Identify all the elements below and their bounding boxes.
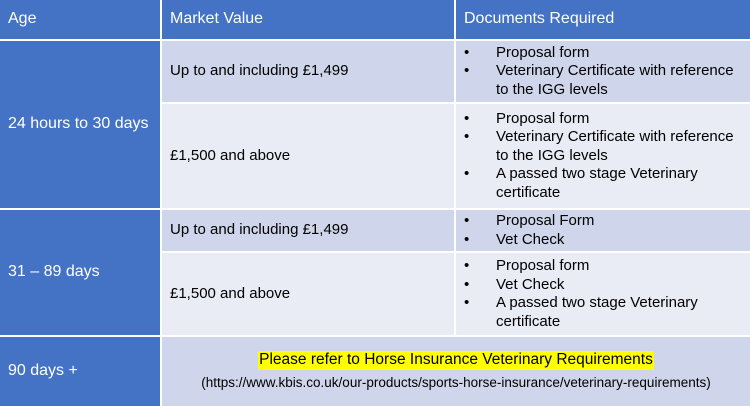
market-value-cell xyxy=(162,210,454,251)
age-label: 31 – 89 days xyxy=(8,263,100,281)
notice-cell xyxy=(162,337,750,406)
documents-cell xyxy=(456,104,750,208)
document-text: Proposal form xyxy=(496,43,590,61)
document-item xyxy=(456,128,750,165)
documents-cell xyxy=(456,41,750,102)
age-cell-group-1 xyxy=(0,41,160,208)
document-item xyxy=(456,257,750,276)
bullet-icon: • xyxy=(464,212,470,229)
document-item xyxy=(456,44,750,63)
header-market-value-label: Market Value xyxy=(170,10,264,28)
bullet-icon: • xyxy=(464,294,470,311)
document-text: A passed two stage Veterinary certificate xyxy=(496,165,698,201)
bullet-icon: • xyxy=(464,275,470,293)
bullet-icon: • xyxy=(464,128,470,146)
document-text: A passed two stage Veterinary certificate xyxy=(496,294,698,330)
documents-cell xyxy=(456,210,750,251)
document-item xyxy=(456,165,750,202)
bullet-icon: • xyxy=(464,109,470,127)
bullet-icon: • xyxy=(464,165,470,183)
header-documents-label: Documents Required xyxy=(464,10,615,28)
market-value-cell xyxy=(162,104,454,208)
document-text: Proposal Form xyxy=(496,212,595,229)
age-label: 90 days + xyxy=(8,362,78,380)
header-documents-required xyxy=(456,0,750,39)
document-item xyxy=(456,62,750,99)
market-value-cell xyxy=(162,41,454,102)
header-age-label: Age xyxy=(8,10,37,28)
documents-list xyxy=(456,212,750,249)
document-item xyxy=(456,231,750,250)
document-text: Proposal form xyxy=(496,109,590,127)
document-item xyxy=(456,212,750,231)
documents-list xyxy=(456,44,750,100)
document-text: Proposal form xyxy=(496,257,590,274)
document-item xyxy=(456,110,750,129)
header-market-value xyxy=(162,0,454,39)
age-cell-90-days xyxy=(0,337,160,406)
documents-list xyxy=(456,257,750,331)
market-value-text: Up to and including £1,499 xyxy=(170,221,349,239)
document-text: Vet Check xyxy=(496,275,565,293)
requirements-url: (https://www.kbis.co.uk/our-products/sports-horse-insurance/veterinary-requirements) xyxy=(201,374,711,390)
bullet-icon: • xyxy=(464,230,470,248)
bullet-icon: • xyxy=(464,43,470,61)
document-text: Veterinary Certificate with reference to the IGG levels xyxy=(496,62,734,98)
document-item xyxy=(456,294,750,331)
bullet-icon: • xyxy=(464,62,470,80)
market-value-text: Up to and including £1,499 xyxy=(170,62,349,80)
age-cell-group-2 xyxy=(0,210,160,335)
highlighted-notice: Please refer to Horse Insurance Veterinary Requirements xyxy=(259,351,653,368)
document-text: Vet Check xyxy=(496,230,565,248)
bullet-icon: • xyxy=(464,257,470,274)
document-text: Veterinary Certificate with reference to the IGG levels xyxy=(496,128,734,164)
document-item xyxy=(456,276,750,295)
documents-list xyxy=(456,110,750,203)
age-label: 24 hours to 30 days xyxy=(8,115,149,133)
documents-cell xyxy=(456,253,750,335)
market-value-text: £1,500 and above xyxy=(170,284,291,302)
header-age xyxy=(0,0,160,39)
market-value-cell xyxy=(162,253,454,335)
market-value-text: £1,500 and above xyxy=(170,146,291,164)
